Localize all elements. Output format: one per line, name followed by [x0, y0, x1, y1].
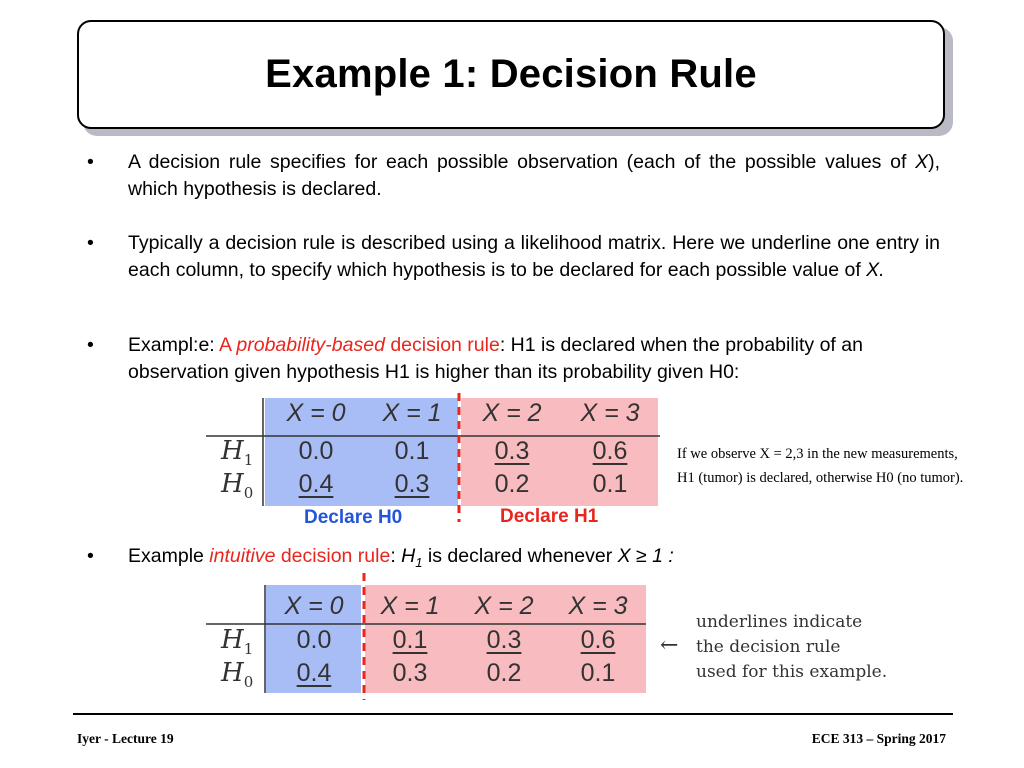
table1-cell: 0.0: [298, 437, 334, 465]
table1-cell: 0.1: [592, 470, 628, 498]
bullet-4-emph: intuitive: [209, 545, 276, 567]
note-line: used for this example.: [696, 662, 888, 682]
table1-row-label-h0: $H_0$: [221, 469, 254, 503]
table2-cell: 0.3: [486, 626, 522, 654]
table1-cell: 0.1: [394, 437, 430, 465]
table2-cell: 0.2: [486, 659, 522, 687]
table1-cell: 0.4: [298, 470, 334, 498]
footer-rule: [73, 713, 953, 715]
table2-header-3: X = 3: [568, 592, 628, 620]
note-line: the decision rule: [696, 637, 841, 657]
note-line: If we observe X = 2,3 in the new measurements,: [677, 446, 958, 462]
table2-row-label-h1: $H_1$: [221, 625, 254, 659]
bullet-3-emph: probability-based: [236, 334, 385, 356]
table2-header-1: X = 1: [380, 592, 440, 620]
bullet-4-sub: 1: [415, 554, 423, 570]
declare-h0-label: Declare H0: [304, 507, 403, 528]
table1-row-label-h1: $H_1$: [221, 436, 254, 470]
table1-cell: 0.6: [592, 437, 628, 465]
table2-cell: 0.0: [296, 626, 332, 654]
bullet-4-d: is declared whenever: [422, 545, 618, 567]
bullet-4-prefix: Example: [128, 545, 210, 567]
table2-cell: 0.1: [580, 659, 616, 687]
left-arrow-icon: ←: [660, 633, 679, 658]
bullet-mark: •: [87, 151, 94, 173]
bullet-2-var: X.: [866, 259, 885, 281]
table2-cell: 0.1: [392, 626, 428, 654]
bullet-4-c: :: [390, 545, 402, 567]
table1-note: [677, 442, 963, 490]
footer-left: Iyer - Lecture 19: [77, 731, 174, 746]
table1-header-3: X = 3: [580, 399, 640, 427]
declare-h1-label: Declare H1: [500, 506, 599, 527]
footer-right: ECE 313 – Spring 2017: [811, 731, 946, 746]
note-line: H1 (tumor) is declared, otherwise H0 (no tumor).: [677, 470, 964, 486]
bullet-4-h: H: [401, 545, 416, 567]
bullet-3-prefix: Exampl:e:: [128, 334, 220, 356]
bullet-mark: •: [87, 545, 94, 567]
table1-header-1: X = 1: [382, 399, 442, 427]
table2-header-2: X = 2: [474, 592, 534, 620]
note-line: underlines indicate: [696, 612, 863, 632]
bullet-4-b: decision rule: [275, 545, 391, 567]
table2-cell: 0.3: [392, 659, 428, 687]
bullet-4: [87, 543, 940, 576]
bullet-3-c: decision rule: [384, 334, 500, 356]
table1-cell: 0.3: [394, 470, 430, 498]
table2-cell: 0.6: [580, 626, 616, 654]
bullet-2-text: Typically a decision rule is described using a likelihood matrix. Here we underline one entry in each column, to specify which hypothesis is to be declared for each possible value of: [128, 232, 940, 281]
table1-cell: 0.3: [494, 437, 530, 465]
table1-header-2: X = 2: [482, 399, 542, 427]
slide-title: Example 1: Decision Rule: [265, 52, 757, 96]
bullet-1-var: X: [915, 151, 929, 173]
bullet-3-rest: : H1 is declared when the probability of an observation given hypothesis H1 is higher than its probability given H0:: [128, 334, 863, 383]
table2-row-label-h0: $H_0$: [221, 658, 254, 692]
table2-cell: 0.4: [296, 659, 332, 687]
bullet-mark: •: [87, 232, 94, 254]
bullet-1-end: ), which hypothesis is declared.: [128, 151, 940, 200]
bullet-3-a: A: [219, 334, 237, 356]
bullet-4-e: X ≥ 1 :: [617, 545, 674, 567]
bullet-mark: •: [87, 334, 94, 356]
table1-cell: 0.2: [494, 470, 530, 498]
table2-note: [696, 610, 887, 685]
table1-header-0: X = 0: [286, 399, 346, 427]
table2-header-0: X = 0: [284, 592, 344, 620]
bullet-1-text: A decision rule specifies for each possible observation (each of the possible values of: [128, 151, 916, 173]
